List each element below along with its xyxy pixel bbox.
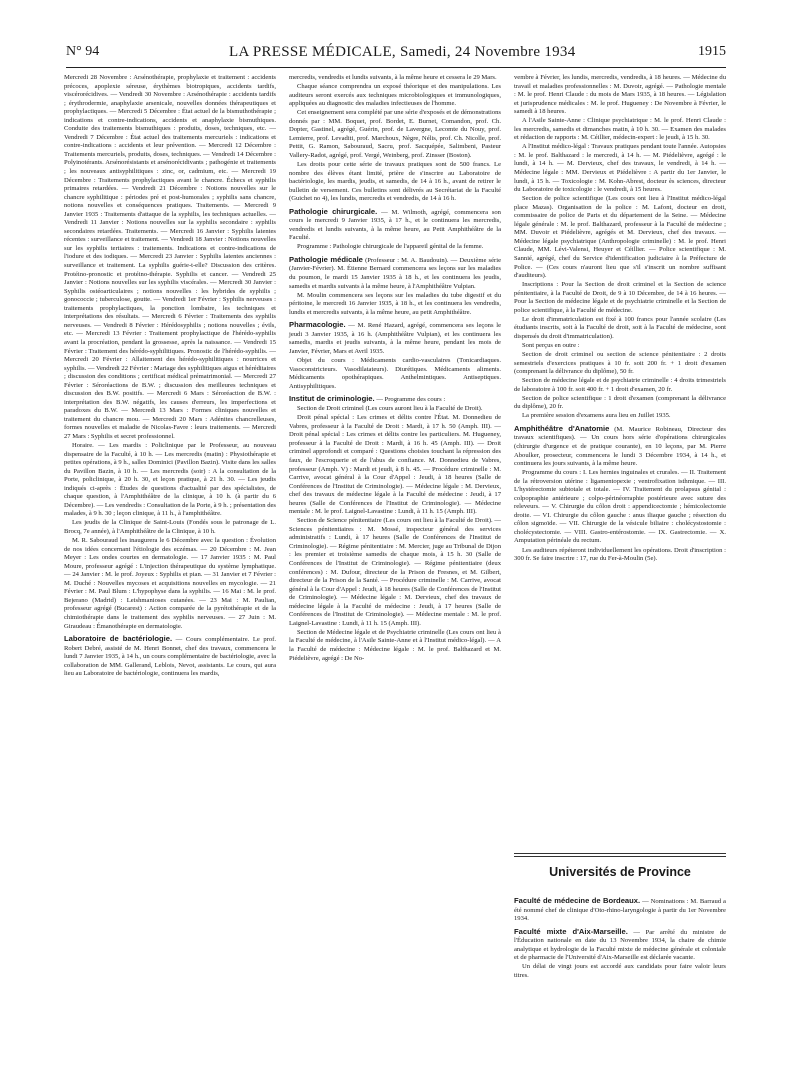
paragraph-text: (M. Maurice Robineau, Directeur des travaux scientifiques). — Un cours hors série d'opérations chirurgicales (chirurgie d'urgence et de pratique courante), en 10 leçons, par M. Pierre Aboulker, prosecteur, commencera le lundi 3 Décembre 1934, à 14 h., et continuera les jours suivants, à la même heure.	[514, 425, 726, 468]
paragraph-text: vembre à Février, les lundis, mercredis, vendredis, à 18 heures. — Médecine du travail et maladies professionnelles : M. Duvoir, agrégé. — Pathologie mentale : M. le prof. Henri Claude : du mois de Mars 1935, à 18 heures. — Législation et jurisprudence médicales : M. le prof. Hugueney : De Novembre à Février, le samedi à 18 heures.	[514, 74, 726, 116]
provinces-top-rule-2	[514, 856, 726, 857]
paragraph	[514, 74, 726, 117]
paragraph	[514, 316, 726, 342]
column-2	[289, 74, 501, 664]
journal-name: LA PRESSE MÉDICALE,	[229, 44, 396, 60]
paragraph	[289, 414, 501, 517]
provinces-column	[514, 893, 726, 981]
paragraph	[289, 357, 501, 391]
section-heading: Pharmacologie.	[289, 320, 346, 330]
paragraph	[289, 83, 501, 109]
paragraph-text: M. R. Sabouraud les inaugurera le 6 Décembre avec la question : Évolution de nos idées concernant l'étiologie des eczémas. — 20 Décembre : M. Jean Meyer : Les ondes courtes en dermatologie. — 17 Janvier 1935 : M. Paul Moure, professeur agrégé : L'injection thérapeutique du système lymphatique. — 24 Janvier : M. le prof. Joyeux : Syphilis et pian. — 31 Janvier et 7 Février : M. Duché : Nouvelles mycoses et acquisitions nouvelles en mycologie. — 21 Février : M. Paul Blum : L'hypophyse dans la syphilis. — 16 Mai : M. le prof. Bejerano (Madrid) : Leishmanioses cutanées. — 23 Mai : M. Paulian, professeur agrégé (Bucarest) : Action comparée de la pyrétothérapie et de la chimiothérapie dans le traitement des syphilis nerveuses. — 27 Juin : M. Giraudeau : Émanothérapie en dermatologie.	[64, 537, 276, 630]
paragraph-text: Chaque séance comprendra un exposé théorique et des manipulations. Les auditeurs seront exercés aux techniques microbiologiques et immunologiques, appliquées au diagnostic des maladies infectieuses de l'homme.	[289, 83, 501, 108]
paragraph	[514, 424, 726, 469]
paragraph-text: A l'Institut médico-légal : Travaux pratiques pendant toute l'année. Autopsies : M. le prof. Balthazard : le mercredi, à 14 h. — M. Piédelièvre, agrégé : le lundi, à 14 h. — M. Dervieux, chef des travaux, le vendredi, à 14 h. — Médecine légale : MM. Dervieux et Piédelièvre : A partir du 1er Janvier, le lundi, à 15 h. — Toxicologie : M. Kohn-Abrest, docteur ès sciences, directeur du Laboratoire de toxicologie : le vendredi, à 15 heures.	[514, 143, 726, 194]
paragraph	[514, 547, 726, 564]
paragraph	[289, 109, 501, 160]
column-3	[514, 74, 726, 564]
paragraph-text: Inscriptions : Pour la Section de droit criminel et la Section de science pénitentiaire, à la Faculté de Droit, de 9 à 10 Décembre, de 14 à 16 heures. — Pour la Section de médecine légale et de psychiatrie criminelle et la Section de police scientifique, à la Faculté de médecine.	[514, 281, 726, 314]
header-rule	[66, 67, 726, 68]
paragraph-text: — M. René Hazard, agrégé, commencera ses leçons le jeudi 3 Janvier 1935, à 16 h. (Amphithéâtre Vulpian), et les continuera les samedis, mardis et jeudis suivants, à la même heure, pendant les mois de Janvier, Février, Mars et Avril 1935.	[289, 322, 501, 355]
column-1	[64, 74, 276, 679]
paragraph-text: Les jeudis de la Clinique de Saint-Louis (Fondés sous le patronage de L. Brocq, 7e année), à l'Amphithéâtre de la Clinique, à 10 h.	[64, 519, 276, 535]
paragraph-text: — Nominations : M. Barraud a été nommé chef de clinique d'Oto-rhino-laryngologie à partir du 1er Novembre 1934.	[514, 898, 726, 923]
paragraph-text: — M. Wilmoth, agrégé, commencera son cours le mercredi 9 Janvier 1935, à 17 h., et le continuera les mercredis, vendredis et lundis suivants, à la même heure, au Petit Amphithéâtre de la Faculté.	[289, 208, 501, 242]
section-heading: Pathologie médicale	[289, 254, 363, 264]
paragraph-text: Un délai de vingt jours est accordé aux candidats pour faire valoir leurs titres.	[514, 963, 726, 979]
paragraph-text: Objet du cours : Médicaments cardio-vasculaires (Tonicardiaques. Vasoconstricteurs. Vasodilatateurs). Diurétiques. Médicaments aliments. Médicaments opothérapiques. Anthelmintiques. Antiseptiques. Antisyphilitiques.	[289, 356, 501, 390]
paragraph	[64, 74, 276, 442]
paragraph-text: Horaire. — Les mardis : Policlinique par le Professeur, au nouveau dispensaire de la Faculté, à 10 h. — Les mercredis (matin) : Physiothérapie et petites opérations, à 9 h., salles Dominici (Pavillon Bazin). Visite dans les salles du Pavillon Bazin, à 10 h. — Les mercredis (soir) : A la consultation de la Porte, policlinique, à 20 h. 30, et leçon pratique, à 21 h. 30. — Les jeudis indiqués ci-après : Études de questions d'actualité par des spécialistes, de chaque question, à l'Amphithéâtre de la clinique, à 10 h. (à partir du 6 Décembre). — Les vendredis : Consultation de la Porte, à 9 h. ; présentation des malades, à 9 h. 30 ; leçon clinique, à 11 h., à l'amphithéâtre.	[64, 442, 276, 518]
paragraph-text: Les droits pour cette série de travaux pratiques sont de 500 francs. Le nombre des élèves étant limité, prière de s'inscrire au Laboratoire de bactériologie, les mardis, jeudis, et samedis, de 14 à 16 h., avant de retirer le bulletin de versement. Ces bulletins sont délivrés au Secrétariat de la Faculté (Guichet no 4), les lundis, mercredis et vendredis, de 14 à 16 h.	[289, 160, 501, 203]
paragraph	[289, 629, 501, 663]
paragraph	[289, 394, 501, 405]
paragraph	[289, 207, 501, 243]
paragraph	[64, 519, 276, 536]
paragraph-text: — Cours complémentaire. Le prof. Robert Debré, assisté de M. Henri Bonnet, chef des travaux, commencera le lundi 7 Janvier 1935, à 14 h., un cours complémentaire de bactériologie, avec la collaboration de MM. Gallerand, Leblois, Nevot, assistants. Le cours, qui aura lieu au Laboratoire de bactériologie, continuera les mardis,	[64, 636, 276, 678]
paragraph-text: Section de Médecine légale et de Psychiatrie criminelle (Les cours ont lieu à la Faculté de médecine, à l'Asile Sainte-Anne et à l'Institut médico-légal). — A la Faculté de médecine : Médecine légale : M. le prof. Balthazard et M. Piédelièvre, agrégé : De No-	[289, 628, 501, 662]
section-heading: Laboratoire de bactériologie.	[64, 634, 173, 644]
paragraph	[514, 395, 726, 412]
paragraph-text: Le droit d'immatriculation est fixé à 100 francs pour l'année scolaire (Les étudiants inscrits, soit à la Faculté de droit, soit à la Faculté de médecine, sont dispensés du droit d'immatriculation).	[514, 315, 726, 340]
issue-date: Samedi, 24 Novembre 1934	[400, 44, 576, 60]
section-heading: Amphithéâtre d'Anatomie	[514, 423, 610, 433]
paragraph	[289, 161, 501, 204]
paragraph-text: Les auditeurs répéteront individuellement les opérations. Droit d'inscription : 300 fr. Se faire inscrire : 17, rue du Fer-à-Moulin (5e).	[514, 546, 726, 563]
paragraph	[514, 342, 726, 351]
section-heading: Faculté mixte d'Aix-Marseille.	[514, 926, 628, 936]
section-heading: Pathologie chirurgicale.	[289, 206, 378, 216]
paragraph-text: mercredis, vendredis et lundis suivants, à la même heure et cessera le 29 Mars.	[289, 74, 497, 81]
paragraph	[64, 442, 276, 519]
paragraph	[514, 896, 726, 924]
section-heading: Institut de criminologie.	[289, 394, 375, 404]
paragraph-text: — Programme des cours :	[376, 396, 446, 404]
journal-title	[229, 44, 576, 61]
paragraph-text: Mercredi 28 Novembre : Arsénothérapie, prophylaxie et traitement : accidents précoces, apoplexie séreuse, érythèmes biotropiques, accidents tardifs, viscérorécidives. — Vendredi 30 Novembre : Arsénothérapie : accidents tardifs ; érythrodermie, anaphylaxie arsenicale, nouvelles données thérapeutiques et prophylactiques. — Mercredi 5 Décembre : État actuel de la bismuthothérapie ; indications et contre-indications, accidents et anaphylaxie bismuthiques. Conduite des traitements bismuthiques : produits, doses, techniques, etc. — Vendredi 7 Décembre : État actuel des traitements mercuriels : indications et contre-indications : accidents et leur prévention. — Mercredi 12 Décembre : Traitements mercuriels, produits, doses, techniques. — Vendredi 14 Décembre : Polyinotérants. Arsénorésistants et arsénorécidivants ; pathogénie et traitements ; les nouveaux antisyphilitiques : zinc, or, cadmium, etc. — Mercredi 19 Décembre : Traitements prophylactiques avant le chancre. Échecs et syphilis primaires retardées. — Vendredi 21 Décembre : Notions nouvelles sur le chancre syphilitique : périodes pré et post-humorales ; syphilis sans chancre, notions nouvelles et conséquences pratiques. Traitements. — Mercredi 9 Janvier 1935 : Traitements d'attaque de la syphilis, les techniques actuelles. — Vendredi 11 Janvier : Notions nouvelles sur la syphilis secondaire : syphilis secondaires retardées. Traitements. — Mercredi 16 Janvier : Syphilis latentes récentes : surveillance et traitement. — Vendredi 18 Janvier : Notions nouvelles sur les syphilis tertiaires : traitements. Indications et contre-indications de l'iodure et des iodiques. — Mercredi 23 Janvier : Syphilis latentes anciennes : surveillance et traitement. La syphilis guérie-t-elle? Discussion des critères. Protéino-pronostic et protéino-thérapie. Syphilis et cancer. — Vendredi 25 Janvier : Notions nouvelles sur les syphilis viscérales. — Mercredi 30 Janvier : Syphilis ostéoarticulaires ; notions nouvelles : les hybrides de syphilis ; gonococcie ; tuberculose, goutte. — Vendredi 1er Février : Syphilis nerveuses : traitements prophylactiques, la ponction lombaire, les techniques et interprétations des résultats. — Mercredi 6 Février : Traitements des syphilis nerveuses. — Vendredi 8 Février : Hérédosyphilis ; notions nouvelles ; évils, etc. — Mercredi 13 Février : Traitement prophylactique de l'hérédo-syphilis avant la procréation, pendant la grossesse, après la naissance. — Vendredi 15 Février : Traitement des hérédo-syphilitiques. Pronostic de l'hérédo-syphilis. — Mercredi 20 Février : Allaitement des hérédo-syphilitiques : nourrices et syphilis. — Vendredi 22 Février : Mariage des syphilitiques aigus et héréditaires ; discussion des conditions ; certificat médical prématrimonial. — Mercredi 27 Février : Séroréactions de B.W. ; discussion des meilleures techniques et discussion des B.W. positifs. — Mercredi 6 Mars : Séroréaction de B.W. : interprétation des B.W. négatifs, les causes d'erreurs, les imperfections et paradoxes du B.W. — Mercredi 13 Mars : Formes cliniques nouvelles et traitement du chancre mou. — Mercredi 20 Mars : Adénites chancrelleuses, formes nouvelles et maladie de Nicolas-Favre : leurs traitements. — Mercredi 27 Mars : Syphilis et secret professionnel.	[64, 74, 276, 440]
paragraph-text: Section de police scientifique (Les cours ont lieu à l'Institut médico-légal place Mazas). Organisation de la police : M. Lafont, docteur en droit, commissaire de police de Paris et du département de la Seine. — Médecine légale générale : M. le prof. Balthazard, professeur à la Faculté de médecine ; MM. Duvoir et Piédelièvre, agrégés et M. Dervieux, chef des travaux. — Médecine légale psychiatrique (Anthropologie criminelle) : M. le prof. Henri Claude, MM. Lévi-Valensi, Heuyer et Céillier. — Police scientifique : M. Sannié, agrégé, chef du Service d'identification judiciaire à la Préfecture de Police. — (Ces cours n'auront lieu que s'il s'inscrit un nombre suffisant d'auditeurs).	[514, 195, 726, 280]
paragraph	[64, 634, 276, 679]
paragraph-text: La première session d'examens aura lieu en Juillet 1935.	[522, 412, 671, 420]
paragraph	[514, 351, 726, 377]
page-number: 1915	[698, 44, 726, 59]
paragraph	[514, 377, 726, 394]
page-header	[66, 44, 726, 66]
issue-number: N° 94	[66, 44, 100, 59]
paragraph-text: A l'Asile Sainte-Anne : Clinique psychiatrique : M. le prof. Henri Claude : les mercredis, samedis et dimanches matin, à 10 h. 30. — Examen des malades et rédaction de rapports : M. Céillier, médecin-expert : le jeudi, à 15 h. 30.	[514, 117, 726, 142]
paragraph	[514, 469, 726, 546]
paragraph-text: Section de Droit criminel (Les cours auront lieu à la Faculté de Droit).	[297, 405, 483, 413]
provinces-top-rule	[514, 853, 726, 854]
paragraph	[289, 292, 501, 318]
paragraph	[289, 517, 501, 628]
paragraph	[514, 927, 726, 963]
paragraph-text: (Professeur : M. A. Baudouin). — Deuxième série (Janvier-Février). M. Étienne Bernard commencera ses leçons sur les maladies du poumon, le mardi 15 Janvier 1935 à 18 h., et les continuera les jeudis, samedis et mardis suivants à la même heure, à l'Amphithéâtre Vulpian.	[289, 256, 501, 290]
paragraph	[289, 255, 501, 291]
paragraph-text: Sont perçus en outre :	[522, 341, 580, 349]
paragraph	[289, 243, 501, 252]
paragraph-text: Section de droit criminel ou section de science pénitentiaire : 2 droits semestriels d'exercices pratiques à 10 fr. soit 200 fr. + 1 droit d'examen (comprenant la délivrance du diplôme), 50 fr.	[514, 351, 726, 376]
paragraph	[289, 320, 501, 356]
paragraph	[514, 963, 726, 980]
paragraph-text: Droit pénal spécial : Les crimes et délits contre l'État. M. Donnedieu de Vabres, professeur à la Faculté de Droit : Mardi, à 17 h. 50 (Amph. III). — Droit pénal spécial : Les crimes et délits contre les particuliers. M. Hugueney, professeur à la Faculté de Droit : Mardi, à 16 h. 45 (Amph. III). — Droit criminel approfondi et comparé : Questions choisies touchant la répression des faux, de l'escroquerie et de l'abus de confiance. M. Donnedieu de Vabres, professeur (Amph. V) : Mardi et jeudi, à 8 h. 45. — Procédure criminelle : M. Carrive, avocat général à la Cour d'Appel : Jeudi, à 18 heures (Salle de Conférences de l'Institut de Criminologie). — Médecine légale : M. Dervieux, chef des travaux de médecine légale à la Faculté de médecine : Jeudi, à 17 heures (Salle de Conférences de l'Institut de Criminologie). — Médecine mentale : M. le prof. Laignel-Lavastine : Lundi, à 11 h. 15 (Amph. III).	[289, 414, 501, 516]
paragraph-text: Section de police scientifique : 1 droit d'examen (comprenant la délivrance du diplôme), 20 fr.	[514, 394, 726, 411]
paragraph	[514, 195, 726, 280]
paragraph-text: Programme du cours : I. Les hernies inguinales et crurales. — II. Traitement de la rétroversion utérine : ligamentopexie ; ventrofixation isthmique. — III. L'hystérectomie subtotale et totale. — IV. Traitement du prolapsus génital : colpopraphie antérieure ; colpo-périnéorraphie postérieure avec suture des releveurs. — V. Chirurgie du côlon droit : appendicectomie ; hémicolectomie droite. — VI. Chirurgie du côlon gauche : anus iliaque gauche ; résection du côlon sigmoïde. — VII. Chirurgie de la vésicule biliaire : cholécystostomie : cholécystectomie. — VIII. Gastro-entérostomie. — IX. Gastrectomie. — X. Amputation périnéale du rectum.	[514, 469, 726, 545]
paragraph	[514, 412, 726, 421]
paragraph-text: M. Moulin commencera ses leçons sur les maladies du tube digestif et du péritoine, le mercredi 16 Janvier 1935, à 18 h., et les continuera les vendredis, lundis et mercredis suivants, à la même heure, au petit Amphithéâtre.	[289, 291, 501, 316]
paragraph	[514, 117, 726, 143]
paragraph-text: — Par arrêté du ministre de l'Éducation nationale en date du 13 Novembre 1934, la chaire de chimie analytique et hydrologie de la Faculté mixte de médecine générale et coloniale et de pharmacie de l'Université d'Aix-Marseille est déclarée vacante.	[514, 928, 726, 962]
paragraph-text: Programme : Pathologie chirurgicale de l'appareil génital de la femme.	[297, 243, 484, 251]
paragraph-text: Cet enseignement sera complété par une série d'exposés et de démonstrations donnés par : MM. Boquet, prof. Bordet, E. Burnet, Comandon, prof. Ch. Dopter, Gastinel, agrégé, Guérin, prof. de Lavergne, Lecomte du Nouy, prof. Lemierre, prof. Levaditi, prof. Marchoux, Nègre, Nélis, prof. Ch. Nicolle, prof. Pettit, G. Ramon, Sabouraud, Sacru, prof. Sacquépée, Salimbeni, Pasteur Vallery-Radot, agrégé, prof. Vergé, Weinberg, prof. Zinsser (Boston).	[289, 109, 501, 159]
section-heading: Faculté de médecine de Bordeaux.	[514, 896, 641, 905]
paragraph	[514, 281, 726, 315]
paragraph	[514, 143, 726, 194]
provinces-heading: Universités de Province	[549, 865, 691, 879]
paragraph	[289, 74, 501, 83]
paragraph	[64, 537, 276, 631]
paragraph-text: Section de médecine légale et de psychiatrie criminelle : 4 droits trimestriels de laboratoire à 100 fr. soit 400 fr. + 1 droit d'examen, 20 fr.	[514, 377, 726, 393]
paragraph	[289, 405, 501, 414]
paragraph-text: Section de Science pénitentiaire (Les cours ont lieu à la Faculté de Droit). — Sciences pénitentiaires : M. Mossé, inspecteur général des services administratifs : Lundi, à 17 heures (Salle de Conférences de l'Institut de Criminologie). — Régime pénitentiaire : M. Mercier, juge au Tribunal de Dijon : les premier et troisième samedis de chaque mois, à 15 h. 30 (Salle de Conférences de l'Institut de Criminologie). — Régime pénitentiaire (deux conférences) : M. Dufour, directeur de la Prison de Fresnes, et M. Gilbert, directeur de la Prison de la Santé. — Procédure criminelle : M. Carrive, avocat général à la Cour d'Appel : Jeudi, à 18 heures (Salle de Conférences de l'Institut de Criminologie). — Médecine légale : M. Dervieux, chef des travaux de médecine légale à la Faculté de médecine : Jeudi, à 17 heures (Salle de Conférences de l'Institut de Criminologie). — Médecine mentale : M. le prof. Laignel-Lavastine : Lundi, à 11 h. 15 (Amph. III).	[289, 517, 501, 627]
